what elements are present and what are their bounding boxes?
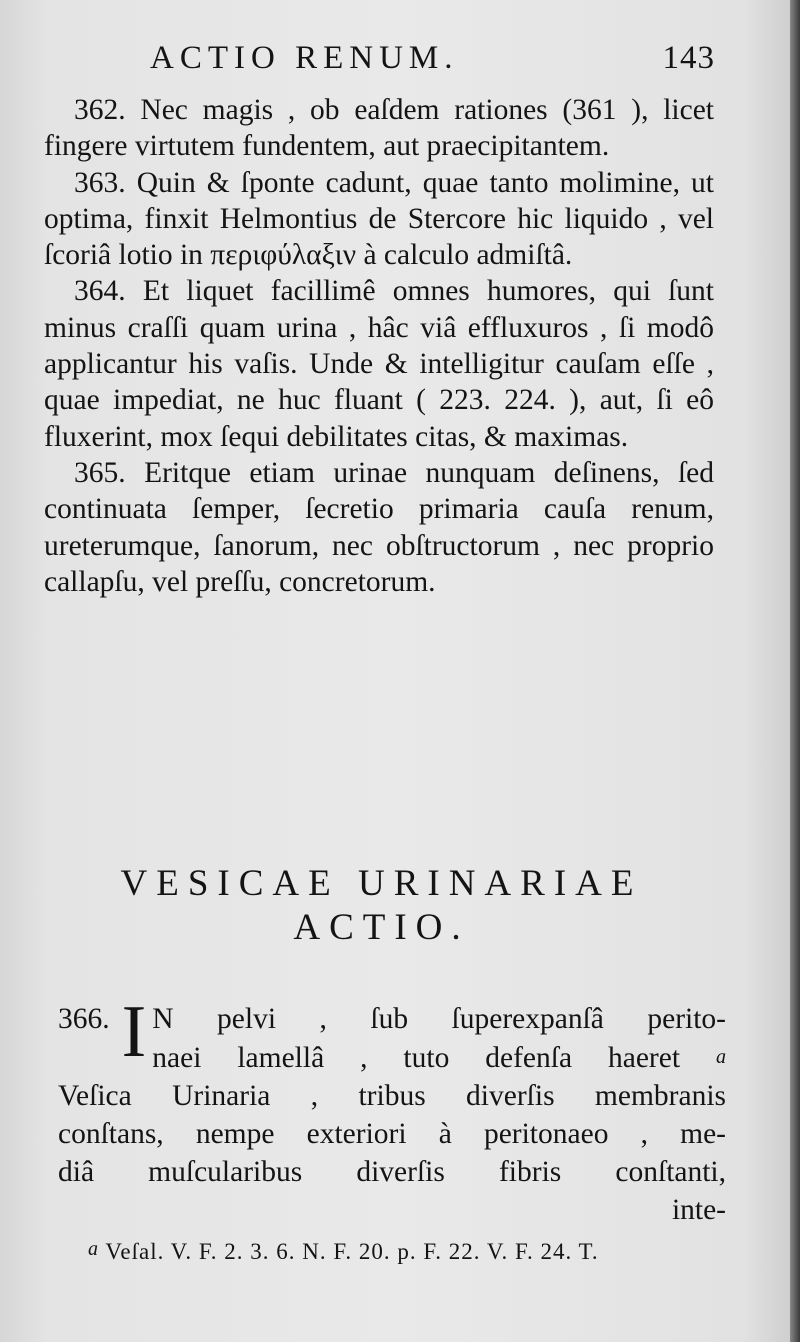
page-edge-shadow [790,0,800,1342]
page-number: 143 [662,40,715,76]
paragraph-366-first-lines [152,1000,726,1077]
paragraph-text: Quin & ſponte cadunt, quae tanto molimine, ut optima, finxit Helmontius de Stercore hic liquido , vel ſcoriâ lotio in περιφύλαξιν à calculo admiſtâ. [44,166,714,272]
footnote-text: Veſal. V. F. 2. 3. 6. N. F. 20. p. F. 22. V. F. 24. T. [105,1239,599,1264]
text-line: N pelvi , ſub ſuperexpanſâ perito- [152,1003,726,1035]
section-heading-line1: VESICAE URINARIAE [120,863,643,904]
paragraph-365 [44,455,714,600]
paragraph-362 [44,92,714,165]
paragraph-364 [44,273,714,454]
paragraph-363 [44,165,714,274]
paragraph-number: 365. [74,456,126,489]
text-line: diâ muſcularibus diverſis fibris conſtanti, [58,1156,726,1188]
footnote-marker: a [88,1238,99,1260]
paragraph-text: Nec magis , ob eaſdem rationes (361 ), licet fingere virtutem fundentem, aut praecipitantem. [44,94,715,163]
text-line: Veſica Urinaria , tribus diverſis membranis [58,1080,726,1112]
paragraph-number: 362. [74,94,126,126]
section-heading [44,862,719,950]
running-title: ACTIO RENUM. [150,40,459,76]
paragraph-number: 363. [74,166,126,199]
paragraph-366-continuation [58,1077,726,1229]
section-heading-line2: ACTIO. [293,907,470,948]
paragraph-number: 366. [58,1003,110,1035]
paragraph-text: Et liquet facillimê omnes humores, qui ſunt minus craſſi quam urina , hâc viâ effluxuros , ſi modô applicantur his vaſis. Unde & intelligitur cauſam eſſe , quae impediat, ne huc fluant ( 223. 224. ), aut, ſi eô fluxerint, mox ſequi debilitates citas, & maximas. [44,275,715,453]
text-line: conſtans, nempe exteriori à peritonaeo , me- [58,1118,726,1150]
paragraph-text: Eritque etiam urinae nunquam deſinens, ſed continuata ſemper, ſecretio primaria cauſa renum, ureterumque, ſanorum, nec obſtructorum , nec proprio callapſu, vel preſſu, concretorum. [44,456,714,598]
paragraph-number: 364. [74,275,126,308]
drop-cap: I [121,991,147,1073]
footnote-marker: a [716,1046,727,1068]
paragraph-366-opening [58,991,727,1077]
text-line: naei lamellâ , tuto defenſa haeret a [152,1042,727,1074]
footnote [88,1238,728,1265]
paragraph-366 [58,991,727,1229]
page-header [150,40,715,90]
main-text [44,92,714,600]
catchword: inte- [671,1194,726,1226]
